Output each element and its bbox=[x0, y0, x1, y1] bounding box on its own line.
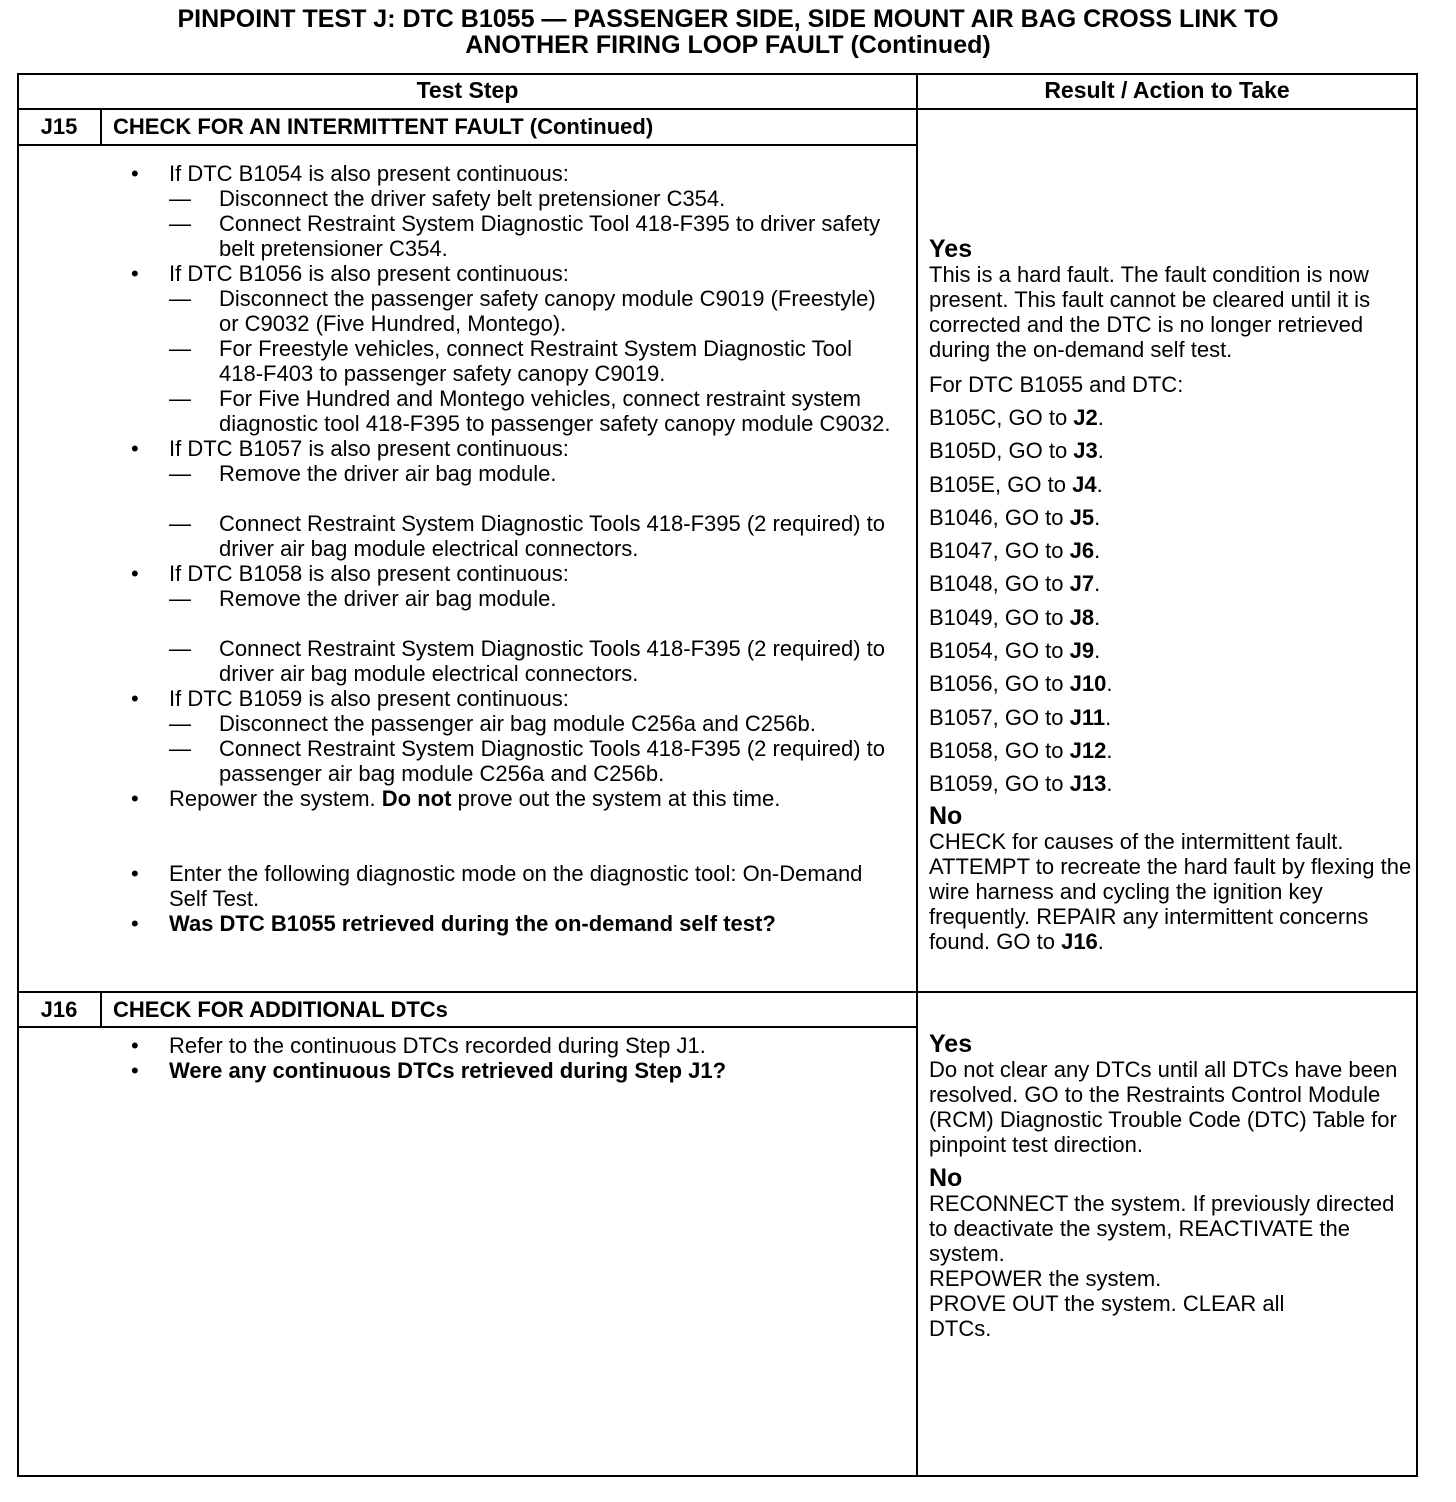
goto-line: B105D, GO to J3. bbox=[929, 438, 1104, 464]
list-item: — Connect Restraint System Diagnostic Tools 418-F395 (2 required) to driver air bag module electrical connectors. bbox=[169, 636, 886, 686]
goto-line: B1058, GO to J12. bbox=[929, 737, 1113, 763]
no-text-line: RECONNECT the system. If previously directed to deactivate the system, REACTIVATE the system. bbox=[929, 1191, 1395, 1266]
list-item: — Connect Restraint System Diagnostic Tools 418-F395 (2 required) to driver air bag module electrical connectors. bbox=[169, 511, 886, 561]
page-title bbox=[0, 6, 1456, 58]
list-item: • If DTC B1059 is also present continuous: bbox=[131, 686, 569, 711]
dtc-intro: For DTC B1055 and DTC: bbox=[929, 372, 1184, 397]
goto-line: B1057, GO to J11. bbox=[929, 704, 1112, 730]
j15-id-divider bbox=[100, 108, 102, 145]
list-item: — For Five Hundred and Montego vehicles, connect restraint system diagnostic tool 418-F395 to passenger safety canopy module C9032. bbox=[169, 386, 891, 436]
list-item: • If DTC B1054 is also present continuous: bbox=[131, 161, 569, 186]
no-text-line: REPOWER the system. bbox=[929, 1266, 1162, 1291]
list-item: — Disconnect the driver safety belt pretensioner C354. bbox=[169, 186, 726, 211]
step-j15-result bbox=[929, 236, 1414, 954]
step-title-j16: CHECK FOR ADDITIONAL DTCs bbox=[113, 997, 448, 1022]
goto-line: B1049, GO to J8. bbox=[929, 604, 1101, 630]
list-item: • Were any continuous DTCs retrieved during Step J1? bbox=[131, 1058, 727, 1083]
yes-text: This is a hard fault. The fault condition is now present. This fault cannot be cleared until it is corrected and the DTC is no longer retrieved during the on-demand self test. bbox=[929, 262, 1371, 362]
goto-line: B1048, GO to J7. bbox=[929, 571, 1101, 597]
goto-line: B1054, GO to J9. bbox=[929, 638, 1101, 664]
list-item: — Connect Restraint System Diagnostic Tools 418-F395 (2 required) to passenger air bag module C256a and C256b. bbox=[169, 736, 886, 786]
list-item: — Remove the driver air bag module. bbox=[169, 586, 557, 611]
j16-row-divider bbox=[17, 991, 1418, 993]
no-label: No bbox=[929, 801, 963, 830]
col-header-result: Result / Action to Take bbox=[1044, 77, 1290, 103]
goto-line: B1047, GO to J6. bbox=[929, 538, 1101, 564]
list-item: • Enter the following diagnostic mode on the diagnostic tool: On-Demand Self Test. bbox=[131, 861, 863, 911]
step-id-j16: J16 bbox=[40, 997, 78, 1022]
goto-line: B1056, GO to J10. bbox=[929, 671, 1113, 697]
step-j16-instructions bbox=[19, 1033, 899, 1083]
header-divider bbox=[17, 108, 1418, 110]
list-item: • Repower the system. Do not prove out the system at this time. bbox=[131, 786, 781, 811]
yes-label: Yes bbox=[929, 235, 973, 263]
title-line-2: ANOTHER FIRING LOOP FAULT (Continued) bbox=[465, 31, 991, 59]
goto-line: B1046, GO to J5. bbox=[929, 504, 1101, 530]
title-line-1: PINPOINT TEST J: DTC B1055 — PASSENGER SIDE, SIDE MOUNT AIR BAG CROSS LINK TO bbox=[177, 5, 1279, 33]
list-item: — Disconnect the passenger safety canopy module C9019 (Freestyle) or C9032 (Five Hundred, Montego). bbox=[169, 286, 876, 336]
list-item: • Refer to the continuous DTCs recorded during Step J1. bbox=[131, 1033, 706, 1058]
list-item: — Remove the driver air bag module. bbox=[169, 461, 557, 486]
no-text-line: PROVE OUT the system. CLEAR all DTCs. bbox=[929, 1291, 1285, 1341]
yes-text: Do not clear any DTCs until all DTCs have been resolved. GO to the Restraints Control Module (RCM) Diagnostic Trouble Code (DTC) Table for pinpoint test direction. bbox=[929, 1057, 1398, 1157]
col-header-test-step: Test Step bbox=[416, 77, 519, 103]
goto-line: B105C, GO to J2. bbox=[929, 405, 1104, 430]
list-item: — Disconnect the passenger air bag module C256a and C256b. bbox=[169, 711, 816, 736]
goto-line: B1059, GO to J13. bbox=[929, 771, 1113, 797]
step-j15-instructions bbox=[19, 161, 899, 936]
list-item: — For Freestyle vehicles, connect Restraint System Diagnostic Tool 418-F403 to passenger safety canopy C9019. bbox=[169, 336, 852, 386]
step-id-j15: J15 bbox=[40, 114, 78, 139]
list-item: — Connect Restraint System Diagnostic Tool 418-F395 to driver safety belt pretensioner C354. bbox=[169, 211, 881, 261]
j16-title-divider bbox=[17, 1026, 917, 1028]
step-title-j15: CHECK FOR AN INTERMITTENT FAULT (Continued) bbox=[113, 114, 654, 139]
list-item: • Was DTC B1055 retrieved during the on-demand self test? bbox=[131, 911, 776, 936]
goto-line: B105E, GO to J4. bbox=[929, 471, 1103, 497]
list-item: • If DTC B1056 is also present continuous: bbox=[131, 261, 569, 286]
step-j16-result bbox=[929, 1031, 1414, 1341]
yes-label: Yes bbox=[929, 1030, 973, 1058]
list-item: • If DTC B1057 is also present continuous: bbox=[131, 436, 569, 461]
list-item: • If DTC B1058 is also present continuous: bbox=[131, 561, 569, 586]
no-label: No bbox=[929, 1164, 963, 1192]
no-text: CHECK for causes of the intermittent fault. ATTEMPT to recreate the hard fault by flexing the wire harness and cycling the ignition key frequently. REPAIR any intermittent concerns found. GO to J16. bbox=[929, 828, 1412, 954]
column-divider bbox=[916, 73, 918, 1477]
j15-title-divider bbox=[17, 144, 917, 146]
j16-id-divider bbox=[100, 991, 102, 1027]
